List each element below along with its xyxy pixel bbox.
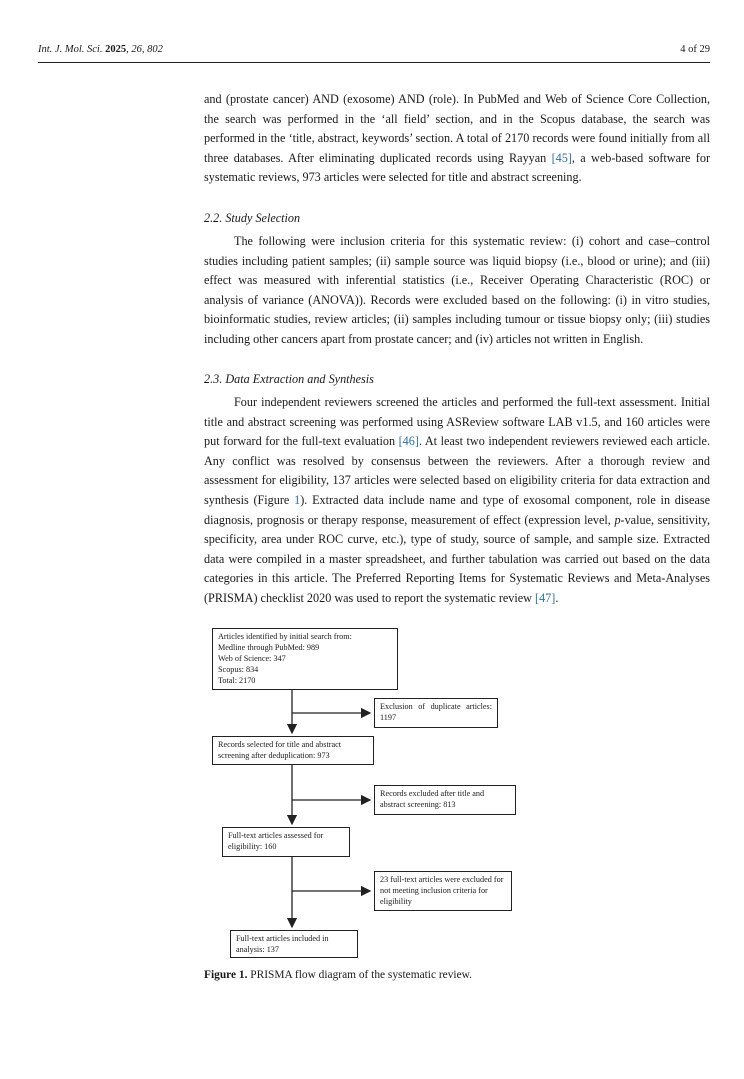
- page-header: [38, 40, 710, 62]
- identification-line: Medline through PubMed: 989: [218, 643, 320, 652]
- included-box: Full-text articles included in analysis: 137: [230, 930, 358, 958]
- extraction-text-5: .: [555, 590, 559, 605]
- header-rule: [38, 62, 710, 63]
- extraction-text-3: ). Extracted data include name and type of exosomal component, role in disease diagnosis, prognosis or therapy response, measurement of effect (expression level,: [204, 492, 710, 527]
- identification-line: Total: 2170: [218, 676, 256, 685]
- citation-link-46[interactable]: [46]: [398, 434, 419, 449]
- study-selection-paragraph: [204, 232, 710, 350]
- intro-text-2: , a web-based software for systematic reviews, 973 articles were selected for title and abstract screening.: [204, 150, 710, 185]
- data-extraction-paragraph: [204, 393, 710, 609]
- extraction-text-1: Four independent reviewers screened the articles and performed the full-text assessment. Initial title and abstract screening was performed using ASReview software LAB v1.5, and 160 articles were put forward for the full-text evaluation: [204, 395, 710, 449]
- identification-line: Scopus: 834: [218, 665, 259, 674]
- identification-box: [212, 628, 398, 690]
- section-heading-2-3: 2.3. Data Extraction and Synthesis: [204, 372, 374, 386]
- intro-paragraph: [204, 90, 710, 188]
- study-selection-text: The following were inclusion criteria for this systematic review: (i) cohort and case–control studies including patient samples; (ii) sample source was liquid biopsy (i.e., blood or urine); and (iii) effect was measured with inferential statistics (i.e., Receiver Operating Characteristic (ROC) or analysis of variance (ANOVA)). Records were excluded based on the following: (i) in vitro studies, bioinformatic studies, review articles; (ii) samples including tumour or tissue biopsy only; (iii) studies including other cancers apart from prostate cancer; and (iv) articles not written in English.: [204, 234, 710, 346]
- journal-volume: , 26, 802: [126, 44, 163, 55]
- identification-line: Articles identified by initial search from:: [218, 632, 352, 641]
- journal-name: Int. J. Mol. Sci.: [38, 44, 103, 55]
- section-heading-2-2: 2.2. Study Selection: [204, 211, 301, 225]
- figure-link-1[interactable]: 1: [294, 492, 301, 507]
- extraction-text-2: . At least two independent reviewers reviewed each article. Any conflict was resolved by consensus between the reviewers. After a thorough review and assessment for eligibility, 137 articles were selected based on eligibility criteria for data extraction and synthesis (Figure: [204, 434, 710, 507]
- eligibility-box: Full-text articles assessed for eligibility: 160: [222, 827, 350, 857]
- p-italic: p: [614, 512, 621, 527]
- prisma-flow-diagram: [204, 625, 524, 960]
- caption-label: Figure 1.: [204, 969, 248, 981]
- eligibility-exclusion-box: 23 full-text articles were excluded for not meeting inclusion criteria for eligibility: [374, 871, 512, 911]
- page-number: 4 of 29: [680, 44, 710, 55]
- identification-line: Web of Science: 347: [218, 654, 286, 663]
- screening-exclusion-box: Records excluded after title and abstract screening: 813: [374, 785, 516, 815]
- journal-citation: [38, 44, 163, 55]
- caption-text: PRISMA flow diagram of the systematic review.: [247, 969, 472, 981]
- citation-link-47[interactable]: [47]: [535, 590, 556, 605]
- citation-link-45[interactable]: [45]: [551, 150, 572, 165]
- intro-text-1: and (prostate cancer) AND (exosome) AND (role). In PubMed and Web of Science Core Collection, the search was performed in the ‘all field’ section, and in the Scopus database, the search was performed in the ‘title, abstract, keywords’ section. A total of 2170 records were found initially from all three databases. After eliminating duplicated records using Rayyan: [204, 92, 710, 165]
- figure-caption: [204, 969, 472, 981]
- screening-box: Records selected for title and abstract screening after deduplication: 973: [212, 736, 374, 765]
- duplicate-exclusion-box: Exclusion of duplicate articles: 1197: [374, 698, 498, 728]
- journal-year: 2025: [105, 44, 127, 55]
- extraction-text-4: -value, sensitivity, specificity, area under ROC curve, etc.), type of study, source of sample, and sample size. Extracted data were compiled in a master spreadsheet, and further tabulation was carried out based on the data categories in this article. The Preferred Reporting Items for Systematic Reviews and Meta-Analyses (PRISMA) checklist 2020 was used to report the systematic review: [204, 512, 710, 605]
